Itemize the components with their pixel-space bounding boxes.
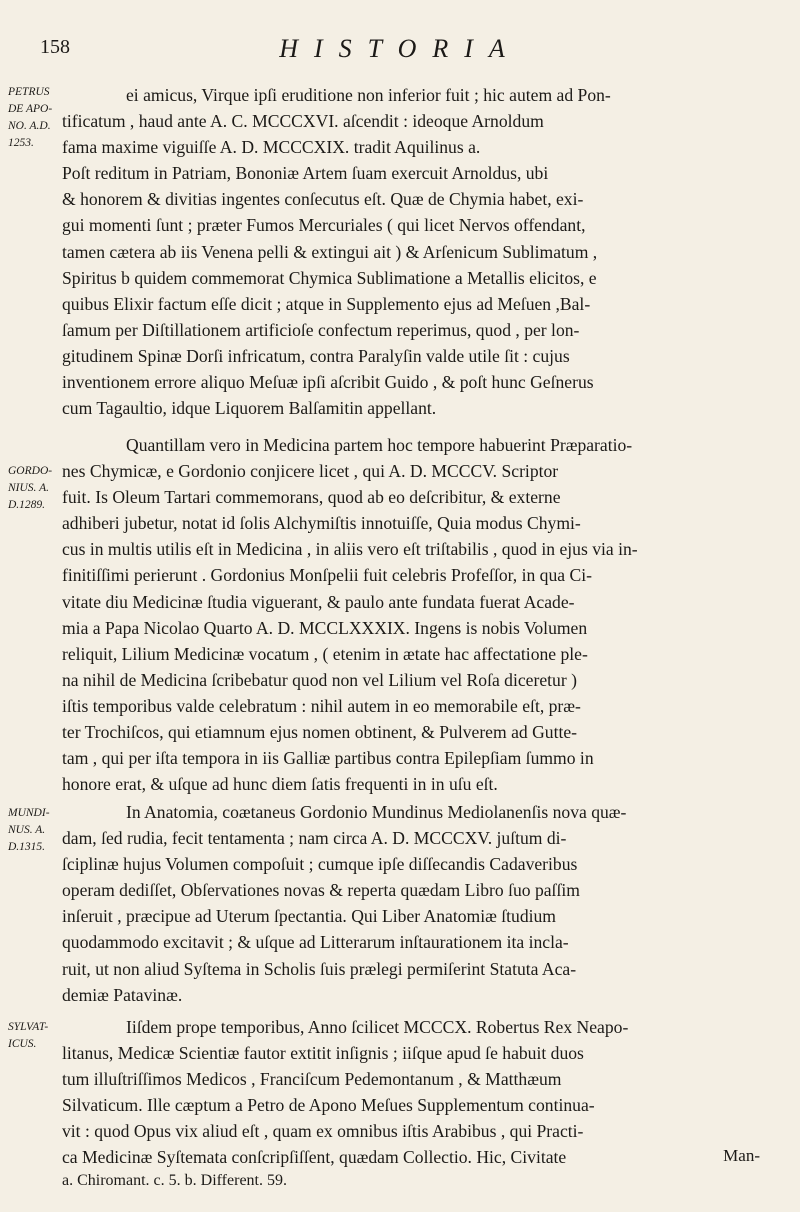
margin-note: [8, 1019, 52, 1053]
text-line: honore erat, & uſque ad hunc diem ſatis frequenti in in uſu eſt.: [62, 774, 498, 795]
paragraph-text: [62, 799, 768, 1008]
page-header: [40, 28, 760, 68]
text-line: ſciplinæ hujus Volumen compoſuit ; cumque ipſe diſſecandis Cadaveribus: [62, 854, 578, 875]
text-line: ca Medicinæ Syſtemata conſcripſiſſent, quædam Collectio. Hic, Civitate: [62, 1147, 567, 1168]
margin-note-line: SYLVAT-: [8, 1021, 49, 1033]
text-line: fama maxime viguiſſe A. D. MCCCXIX. tradit Aquilinus a.: [62, 137, 481, 158]
text-line: Spiritus b quidem commemorat Chymica Sublimatione a Metallis elicitos, e: [62, 267, 597, 288]
margin-note-line: ICUS.: [8, 1038, 37, 1050]
text-line: tamen cætera ab iis Venena pelli & extingui ait ) & Arſenicum Sublimatum ,: [62, 241, 598, 262]
margin-note-line: D.1315.: [8, 841, 46, 853]
text-line: quodammodo excitavit ; & uſque ad Litterarum inſtaurationem ita incla-: [62, 932, 569, 953]
margin-note: [8, 805, 52, 856]
text-line: mia a Papa Nicolao Quarto A. D. MCCLXXXIX. Ingens is nobis Volumen: [62, 617, 588, 638]
paragraph-text: [62, 82, 768, 421]
text-line: gui momenti ſunt ; præter Fumos Mercuriales ( qui licet Nervos offendant,: [62, 215, 586, 236]
margin-note-line: NIUS. A.: [8, 482, 49, 494]
text-line: Poſt reditum in Patriam, Bononiæ Artem ſuam exercuit Arnoldus, ubi: [62, 163, 549, 184]
page-number: 158: [40, 36, 70, 58]
text-line: nes Chymicæ, e Gordonio conjicere licet , qui A. D. MCCCV. Scriptor: [62, 461, 559, 482]
paragraph: [0, 799, 800, 1008]
text-line: adhiberi jubetur, notat id ſolis Alchymiſtis innotuiſſe, Quia modus Chymi-: [62, 513, 581, 534]
margin-note-line: NO. A.D.: [8, 120, 51, 132]
text-line: ruit, ut non aliud Syſtema in Scholis ſuis prælegi permiſerint Statuta Aca-: [62, 958, 577, 979]
text-line: vitate diu Medicinæ ſtudia viguerant, & paulo ante fundata fuerat Acade-: [62, 591, 575, 612]
text-line: fuit. Is Oleum Tartari commemorans, quod ab eo deſcribitur, & externe: [62, 487, 561, 508]
margin-note: [8, 463, 52, 514]
text-line: iſtis temporibus valde celebratum : nihil autem in eo memorabile eſt, præ-: [62, 695, 581, 716]
text-line: demiæ Patavinæ.: [62, 984, 183, 1005]
margin-note: [8, 84, 52, 152]
text-line: reliquit, Lilium Medicinæ vocatum , ( etenim in ætate hac affectatione ple-: [62, 643, 588, 664]
text-line: In Anatomia, coætaneus Gordonio Mundinus Mediolanenſis nova quæ-: [126, 802, 627, 822]
text-line: tum illuſtriſſimos Medicos , Franciſcum Pedemontanum , & Matthæum: [62, 1069, 562, 1090]
text-line: Iiſdem prope temporibus, Anno ſcilicet MCCCX. Robertus Rex Neapo-: [126, 1017, 629, 1037]
margin-note-line: NUS. A.: [8, 824, 46, 836]
paragraph-text: [62, 1014, 768, 1171]
text-line: dam, ſed rudia, fecit tentamenta ; nam circa A. D. MCCCXV. juſtum di-: [62, 828, 567, 849]
text-line: ter Trochiſcos, qui etiamnum ejus nomen obtinent, & Pulverem ad Gutte-: [62, 722, 578, 743]
text-line: & honorem & divitias ingentes conſecutus eſt. Quæ de Chymia habet, exi-: [62, 189, 584, 210]
paragraph-text: [62, 432, 768, 797]
text-line: inſeruit , præcipue ad Uterum ſpectantia. Qui Liber Anatomiæ ſtudium: [62, 906, 556, 927]
margin-note-line: MUNDI-: [8, 807, 50, 819]
footnotes: a. Chiromant. c. 5. b. Different. 59.: [62, 1172, 287, 1189]
text-line: quibus Elixir factum eſſe dicit ; atque in Supplemento ejus ad Meſuen ,Bal-: [62, 293, 591, 314]
text-line: ſamum per Diſtillationem artificioſe confectum reperimus, quod , per lon-: [62, 319, 580, 340]
catchword: Man-: [723, 1146, 760, 1165]
text-line: Quantillam vero in Medicina partem hoc tempore habuerint Præparatio-: [126, 435, 633, 455]
margin-note-line: D.1289.: [8, 499, 46, 511]
running-head: HISTORIA: [279, 34, 521, 63]
margin-note-line: GORDO-: [8, 465, 53, 477]
text-line: cum Tagaultio, idque Liquorem Balſamitin appellant.: [62, 398, 437, 419]
margin-note-line: DE APO-: [8, 103, 53, 115]
text-line: tificatum , haud ante A. C. MCCCXVI. aſcendit : ideoque Arnoldum: [62, 111, 544, 132]
text-line: inventionem errore aliquo Meſuæ ipſi aſcribit Guido , & poſt hunc Geſnerus: [62, 372, 594, 393]
text-line: tam , qui per iſta tempora in iis Galliæ partibus contra Epilepſiam ſummo in: [62, 748, 594, 769]
text-line: cus in multis utilis eſt in Medicina , in aliis vero eſt triſtabilis , quod in ejus via in-: [62, 539, 638, 560]
text-line: vit : quod Opus vix aliud eſt , quam ex omnibus iſtis Arabibus , qui Practi-: [62, 1121, 584, 1142]
paragraph: [0, 432, 800, 797]
paragraph: [0, 82, 800, 421]
text-line: gitudinem Spinæ Dorſi infricatum, contra Paralyſin valde utile ſit : cujus: [62, 345, 570, 366]
text-line: na nihil de Medicina ſcribebatur quod non vel Lilium vel Roſa diceretur ): [62, 669, 577, 690]
text-line: litanus, Medicæ Scientiæ fautor extitit inſignis ; iiſque apud ſe habuit duos: [62, 1043, 584, 1064]
text-line: ei amicus, Virque ipſi eruditione non inferior fuit ; hic autem ad Pon-: [126, 85, 611, 105]
margin-note-line: 1253.: [8, 137, 34, 149]
text-line: Silvaticum. Ille cæptum a Petro de Apono Meſues Supplementum continua-: [62, 1095, 595, 1116]
text-line: finitiſſimi perierunt . Gordonius Monſpelii fuit celebris Profeſſor, in qua Ci-: [62, 565, 592, 586]
paragraph: [0, 1014, 800, 1171]
text-line: operam dediſſet, Obſervationes novas & reperta quædam Libro ſuo paſſim: [62, 880, 580, 901]
margin-note-line: PETRUS: [8, 86, 50, 98]
